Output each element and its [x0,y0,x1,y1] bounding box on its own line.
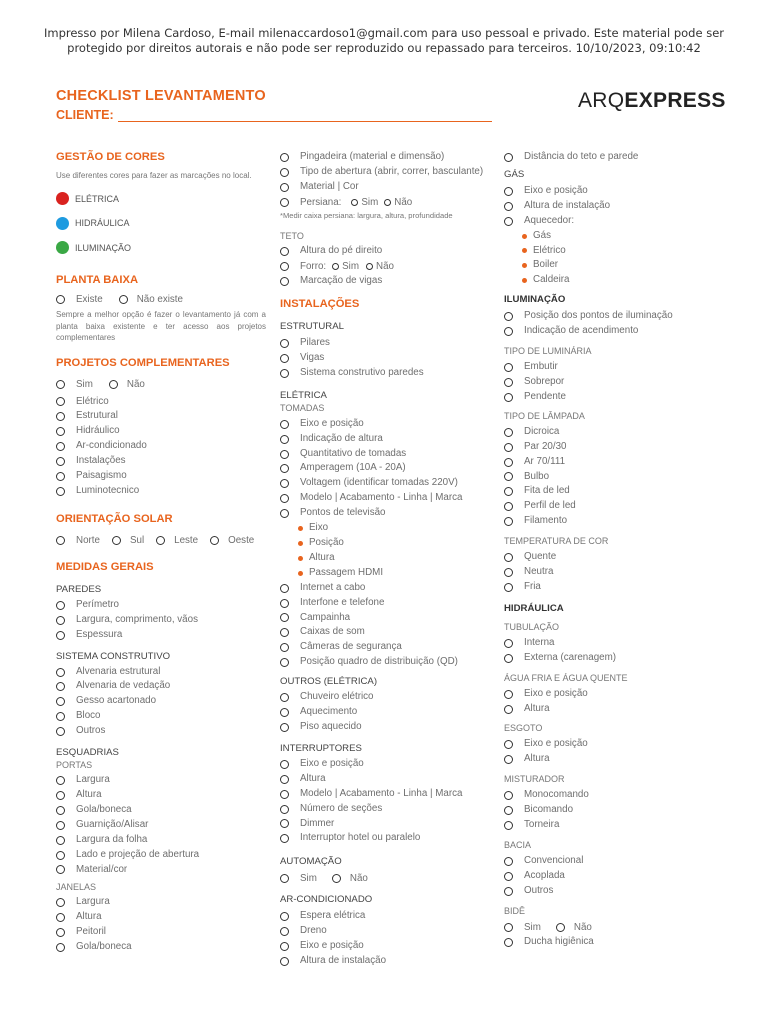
checkbox-circle-icon[interactable] [504,887,513,896]
list-item[interactable]: Modelo | Acabamento - Linha | Marca [280,787,490,802]
subsection-bide: BIDÊ [504,905,526,916]
checkbox-circle-icon[interactable] [504,202,513,211]
checkbox-circle-icon[interactable] [56,836,65,845]
subsection-automacao: AUTOMAÇÃO [280,856,342,868]
subsection-misturador: MISTURADOR [504,774,565,785]
list-item[interactable]: Peitoril [56,925,266,940]
persiana-nao-radio[interactable] [384,199,391,206]
checkbox-circle-icon[interactable] [504,639,513,648]
list-item[interactable]: Altura [504,702,714,717]
checkbox-circle-icon[interactable] [504,654,513,663]
bullet-item: Passagem HDMI [280,566,490,581]
persiana-checkbox[interactable] [280,198,289,207]
list-item[interactable]: Interruptor hotel ou paralelo [280,831,490,846]
checkbox-circle-icon[interactable] [504,821,513,830]
subsection-tubulacao: TUBULAÇÃO [504,621,560,632]
list-item[interactable]: Pontos de televisão [280,506,490,521]
checkbox-circle-icon[interactable] [56,472,65,481]
list-item[interactable]: Tipo de abertura (abrir, correr, basculante) [280,165,490,180]
checkbox-circle-icon[interactable] [504,487,513,496]
list-item[interactable]: Perfil de led [504,499,714,514]
checkbox-circle-icon[interactable] [280,494,289,503]
section-title-projetos: PROJETOS COMPLEMENTARES [56,356,230,369]
checkbox-circle-icon[interactable] [504,363,513,372]
checkbox-circle-icon[interactable] [504,553,513,562]
checkbox-circle-icon[interactable] [504,938,513,947]
leste-radio[interactable] [156,536,165,545]
subsection-interruptores: INTERRUPTORES [280,742,362,754]
list-item[interactable]: Eixo e posição [504,687,714,702]
subsection-ar: AR-CONDICIONADO [280,894,373,906]
subsection-estrutural: ESTRUTURAL [280,321,344,333]
checkbox-circle-icon[interactable] [280,834,289,843]
bullet-item: Eixo [280,521,490,536]
list-item[interactable]: Externa (carenagem) [504,651,714,666]
orange-bullet-icon [298,556,303,561]
list-item[interactable]: Hidráulico [56,424,266,439]
checkbox-circle-icon[interactable] [504,806,513,815]
checkbox-circle-icon[interactable] [504,502,513,511]
checkbox-circle-icon[interactable] [280,247,289,256]
checkbox-circle-icon[interactable] [280,942,289,951]
orange-bullet-icon [522,234,527,239]
list-item[interactable]: Ducha higiênica [504,935,714,950]
green-dot-icon [56,241,69,254]
checkbox-circle-icon[interactable] [56,712,65,721]
checkbox-circle-icon[interactable] [280,957,289,966]
checkbox-circle-icon[interactable] [280,658,289,667]
orange-bullet-icon [522,263,527,268]
orange-bullet-icon [298,541,303,546]
checkbox-circle-icon[interactable] [504,791,513,800]
list-item[interactable]: Indicação de acendimento [504,324,714,339]
subsection-paredes: PAREDES [56,583,102,595]
checkbox-circle-icon[interactable] [280,723,289,732]
checkbox-circle-icon[interactable] [280,805,289,814]
subsection-agua: ÁGUA FRIA E ÁGUA QUENTE [504,672,628,683]
checkbox-circle-icon[interactable] [280,708,289,717]
list-item[interactable]: Largura, comprimento, vãos [56,613,266,628]
subsection-sistema: SISTEMA CONSTRUTIVO [56,650,171,662]
red-dot-icon [56,192,69,205]
list-item[interactable]: Dimmer [280,817,490,832]
automacao-sim-radio[interactable] [280,874,289,883]
checkbox-circle-icon[interactable] [504,740,513,749]
persiana-row: Persiana: Sim Não [280,195,490,210]
norte-radio[interactable] [56,536,65,545]
legend-item-hidraulica: HIDRÁULICA [56,211,266,236]
sul-radio[interactable] [112,536,121,545]
list-item[interactable]: Largura [56,773,266,788]
list-item[interactable]: Gesso acartonado [56,694,266,709]
orange-bullet-icon [298,526,303,531]
forro-nao-radio[interactable] [366,263,373,270]
section-title-instalacoes: INSTALAÇÕES [280,298,360,311]
list-item[interactable]: Dreno [280,924,490,939]
bide-nao-radio[interactable] [556,923,565,932]
list-item[interactable]: Embutir [504,360,714,375]
list-item[interactable]: Luminotecnico [56,484,266,499]
list-item[interactable]: Fita de led [504,484,714,499]
list-item[interactable]: Instalações [56,454,266,469]
subsection-luminaria: TIPO DE LUMINÁRIA [504,346,592,357]
checkbox-circle-icon[interactable] [504,443,513,452]
bide-sim-radio[interactable] [504,923,513,932]
page-title: CHECKLIST LEVANTAMENTO [56,88,266,104]
checkbox-circle-icon[interactable] [56,487,65,496]
automacao-nao-radio[interactable] [332,874,341,883]
column-3 [504,150,714,950]
list-item[interactable]: Aquecimento [280,705,490,720]
list-item[interactable]: Interfone e telefone [280,596,490,611]
list-item[interactable]: Eixo e posição [504,184,714,199]
checkbox-circle-icon[interactable] [280,509,289,518]
checkbox-circle-icon[interactable] [280,339,289,348]
list-item[interactable]: Ar-condicionado [56,439,266,454]
list-item[interactable]: Alvenaria de vedação [56,679,266,694]
checkbox-circle-icon[interactable] [504,458,513,467]
checkbox-circle-icon[interactable] [56,631,65,640]
subsection-temperatura: TEMPERATURA DE COR [504,536,609,547]
checkbox-circle-icon[interactable] [56,865,65,874]
checkbox-circle-icon[interactable] [504,517,513,526]
checkbox-circle-icon[interactable] [504,857,513,866]
section-title-medidas: MEDIDAS GERAIS [56,560,154,573]
list-item[interactable]: Sistema construtivo paredes [280,366,490,381]
list-item[interactable]: Altura de instalação [280,954,490,969]
checkbox-circle-icon[interactable] [56,457,65,466]
legend-item-eletrica: ELÉTRICA [56,187,266,212]
forro-checkbox[interactable] [280,262,289,271]
list-item[interactable]: Outros [56,724,266,739]
planta-note: Sempre a melhor opção é fazer o levantamento já com a planta baixa existente e ter acesso aos projetos complementares [56,310,266,342]
checkbox-circle-icon[interactable] [56,616,65,625]
section-title-planta: PLANTA BAIXA [56,274,139,286]
checkbox-circle-icon[interactable] [280,153,289,162]
list-item[interactable]: Torneira [504,818,714,833]
checkbox-circle-icon[interactable] [504,872,513,881]
bide-options: Sim Não [504,920,714,935]
checkbox-circle-icon[interactable] [56,943,65,952]
checkbox-circle-icon[interactable] [56,601,65,610]
bullet-item: Posição [280,536,490,551]
list-item[interactable]: Amperagem (10A - 20A) [280,461,490,476]
section-title-gestao: GESTÃO DE CORES [56,151,165,163]
checkbox-circle-icon[interactable] [56,397,65,406]
list-item[interactable]: Piso aquecido [280,720,490,735]
list-item[interactable]: Altura [56,788,266,803]
subsection-bacia: BACIA [504,840,532,850]
subsection-hidraulica: HIDRÁULICA [504,602,564,614]
list-item[interactable]: Filamento [504,514,714,529]
list-item[interactable]: Eixo e posição [280,939,490,954]
checkbox-circle-icon[interactable] [280,479,289,488]
list-item[interactable]: Outros [504,884,714,899]
sim-radio[interactable] [56,380,65,389]
subsection-iluminacao: ILUMINAÇÃO [504,294,566,306]
checkbox-circle-icon[interactable] [280,450,289,459]
projetos-list [56,395,266,499]
checkbox-circle-icon[interactable] [280,927,289,936]
list-item[interactable]: Par 20/30 [504,440,714,455]
checkbox-circle-icon[interactable] [280,277,289,286]
checkbox-circle-icon[interactable] [280,584,289,593]
bullet-item: Elétrico [504,244,714,259]
forro-row: Forro: Sim Não [280,259,490,274]
list-item[interactable]: Quente [504,550,714,565]
list-item[interactable]: Elétrico [56,395,266,410]
list-item[interactable]: Gola/boneca [56,803,266,818]
checkbox-circle-icon[interactable] [504,705,513,714]
list-item[interactable]: Altura [56,910,266,925]
checkbox-circle-icon[interactable] [56,851,65,860]
persiana-sim-radio[interactable] [351,199,358,206]
list-item[interactable]: Campainha [280,611,490,626]
checkbox-circle-icon[interactable] [56,442,65,451]
bullet-item: Boiler [504,258,714,273]
subsection-outros-eletrica: OUTROS (ELÉTRICA) [280,676,378,688]
checkbox-circle-icon[interactable] [280,183,289,192]
checkbox-circle-icon[interactable] [280,790,289,799]
planta-options: Existe Não existe [56,292,266,307]
checkbox-circle-icon[interactable] [280,912,289,921]
checkbox-circle-icon[interactable] [280,369,289,378]
list-item[interactable]: Pilares [280,336,490,351]
list-item[interactable]: Caixas de som [280,625,490,640]
list-item[interactable]: Altura do pé direito [280,244,490,259]
checkbox-circle-icon[interactable] [504,187,513,196]
checkbox-circle-icon[interactable] [280,354,289,363]
checkbox-circle-icon[interactable] [56,898,65,907]
list-item[interactable]: Voltagem (identificar tomadas 220V) [280,476,490,491]
list-item[interactable]: Quantitativo de tomadas [280,447,490,462]
subsection-esgoto: ESGOTO [504,723,543,734]
checkbox-circle-icon[interactable] [56,427,65,436]
checkbox-circle-icon[interactable] [280,613,289,622]
bullet-item: Gás [504,229,714,244]
list-item[interactable]: Pingadeira (material e dimensão) [280,150,490,165]
subsection-janelas: JANELAS [56,882,97,893]
list-item[interactable]: Bulbo [504,470,714,485]
list-item[interactable]: Altura [504,752,714,767]
checkbox-circle-icon[interactable] [280,760,289,769]
print-notice: Impresso por Milena Cardoso, E-mail milenaccardoso1@gmail.com para uso pessoal e privado. Este material pode ser protegido por direitos autorais e não pode ser reproduzido ou repassado para terceiros. 10/10/2023, 09:10:42 [43,26,725,55]
column-2 [280,150,490,969]
forro-sim-radio[interactable] [332,263,339,270]
subsection-portas: PORTAS [56,760,93,771]
list-item[interactable]: Chuveiro elétrico [280,690,490,705]
existe-radio[interactable] [56,295,65,304]
nao-radio[interactable] [109,380,118,389]
list-item[interactable]: Monocomando [504,788,714,803]
list-item[interactable]: Acoplada [504,869,714,884]
list-item[interactable]: Sobrepor [504,375,714,390]
checkbox-circle-icon[interactable] [504,153,513,162]
subsection-teto: TETO [280,231,304,242]
subsection-esquadrias: ESQUADRIAS [56,747,119,759]
checkbox-circle-icon[interactable] [280,599,289,608]
list-item[interactable]: Largura da folha [56,833,266,848]
list-item[interactable]: Paisagismo [56,469,266,484]
checkbox-circle-icon[interactable] [504,217,513,226]
list-item[interactable]: Convencional [504,854,714,869]
list-item[interactable]: Espera elétrica [280,909,490,924]
list-item[interactable]: Alvenaria estrutural [56,665,266,680]
bullet-item: Caldeira [504,273,714,288]
list-item[interactable]: Indicação de altura [280,432,490,447]
checkbox-circle-icon[interactable] [504,378,513,387]
list-item[interactable]: Bloco [56,709,266,724]
list-item[interactable]: Guarnição/Alisar [56,818,266,833]
checkbox-circle-icon[interactable] [504,393,513,402]
list-item[interactable]: Altura [280,772,490,787]
automacao-options: Sim Não [280,871,490,886]
checkbox-circle-icon[interactable] [56,682,65,691]
list-item[interactable]: Vigas [280,351,490,366]
checkbox-circle-icon[interactable] [280,693,289,702]
checkbox-circle-icon[interactable] [56,821,65,830]
checkbox-circle-icon[interactable] [56,412,65,421]
list-item[interactable]: Estrutural [56,409,266,424]
checkbox-circle-icon[interactable] [504,472,513,481]
list-item[interactable]: Bicomando [504,803,714,818]
checkbox-circle-icon[interactable] [56,913,65,922]
list-item[interactable]: Aquecedor: [504,214,714,229]
checkbox-circle-icon[interactable] [56,806,65,815]
projetos-options: Sim Não [56,377,266,392]
checkbox-circle-icon[interactable] [280,435,289,444]
list-item[interactable]: Material/cor [56,863,266,878]
checkbox-circle-icon[interactable] [56,776,65,785]
gestao-note: Use diferentes cores para fazer as marcações no local. [56,171,252,180]
list-item[interactable]: Eixo e posição [280,757,490,772]
checkbox-circle-icon[interactable] [56,791,65,800]
checkbox-circle-icon[interactable] [280,420,289,429]
list-item[interactable]: Marcação de vigas [280,274,490,289]
list-item[interactable]: Eixo e posição [504,737,714,752]
checkbox-circle-icon[interactable] [280,464,289,473]
list-item[interactable]: Material | Cor [280,180,490,195]
checkbox-circle-icon[interactable] [504,755,513,764]
client-input-line[interactable] [118,110,492,122]
nao-existe-radio[interactable] [119,295,128,304]
checkbox-circle-icon[interactable] [504,583,513,592]
orange-bullet-icon [298,571,303,576]
list-item[interactable]: Largura [56,895,266,910]
list-item[interactable]: Ar 70/111 [504,455,714,470]
checkbox-circle-icon[interactable] [56,668,65,677]
client-row [56,108,492,122]
checkbox-circle-icon[interactable] [504,568,513,577]
checkbox-circle-icon[interactable] [280,168,289,177]
subsection-gas: GÁS [504,168,525,180]
persiana-note: *Medir caixa persiana: largura, altura, profundidade [280,210,453,220]
checkbox-circle-icon[interactable] [280,775,289,784]
list-item[interactable]: Pendente [504,390,714,405]
list-item[interactable]: Neutra [504,565,714,580]
orange-bullet-icon [522,278,527,283]
section-title-orientacao: ORIENTAÇÃO SOLAR [56,512,173,525]
checkbox-circle-icon[interactable] [56,697,65,706]
checkbox-circle-icon[interactable] [280,628,289,637]
orange-bullet-icon [522,248,527,253]
bullet-item: Altura [280,551,490,566]
list-item[interactable]: Modelo | Acabamento - Linha | Marca [280,491,490,506]
list-item[interactable]: Gola/boneca [56,940,266,955]
subsection-tomadas: TOMADAS [280,402,325,413]
list-item[interactable]: Fria [504,580,714,595]
checkbox-circle-icon[interactable] [504,690,513,699]
checkbox-circle-icon[interactable] [56,727,65,736]
subsection-lampada: TIPO DE LÂMPADA [504,410,585,421]
list-item[interactable]: Eixo e posição [280,417,490,432]
list-item[interactable]: Interna [504,636,714,651]
list-item[interactable]: Dicroica [504,425,714,440]
color-legend [56,187,266,261]
column-1 [56,150,266,955]
list-item[interactable]: Número de seções [280,802,490,817]
arqexpress-logo: ARQEXPRESS [578,89,726,112]
list-item[interactable]: Lado e projeção de abertura [56,848,266,863]
client-label: CLIENTE: [56,108,114,122]
legend-item-iluminacao: ILUMINAÇÃO [56,236,266,261]
list-item[interactable]: Internet a cabo [280,581,490,596]
list-item[interactable]: Espessura [56,628,266,643]
list-item[interactable]: Perímetro [56,598,266,613]
list-item[interactable]: Distância do teto e parede [504,150,714,165]
checkbox-circle-icon[interactable] [504,428,513,437]
list-item[interactable]: Posição dos pontos de iluminação [504,309,714,324]
list-item[interactable]: Posição quadro de distribuição (QD) [280,655,490,670]
oeste-radio[interactable] [210,536,219,545]
subsection-eletrica: ELÉTRICA [280,389,327,401]
orientacao-options: Norte Sul Leste Oeste [56,533,266,548]
blue-dot-icon [56,217,69,230]
list-item[interactable]: Altura de instalação [504,199,714,214]
checkbox-circle-icon[interactable] [280,819,289,828]
checkbox-circle-icon[interactable] [280,643,289,652]
list-item[interactable]: Câmeras de segurança [280,640,490,655]
checkbox-circle-icon[interactable] [504,312,513,321]
checkbox-circle-icon[interactable] [504,327,513,336]
checkbox-circle-icon[interactable] [56,928,65,937]
